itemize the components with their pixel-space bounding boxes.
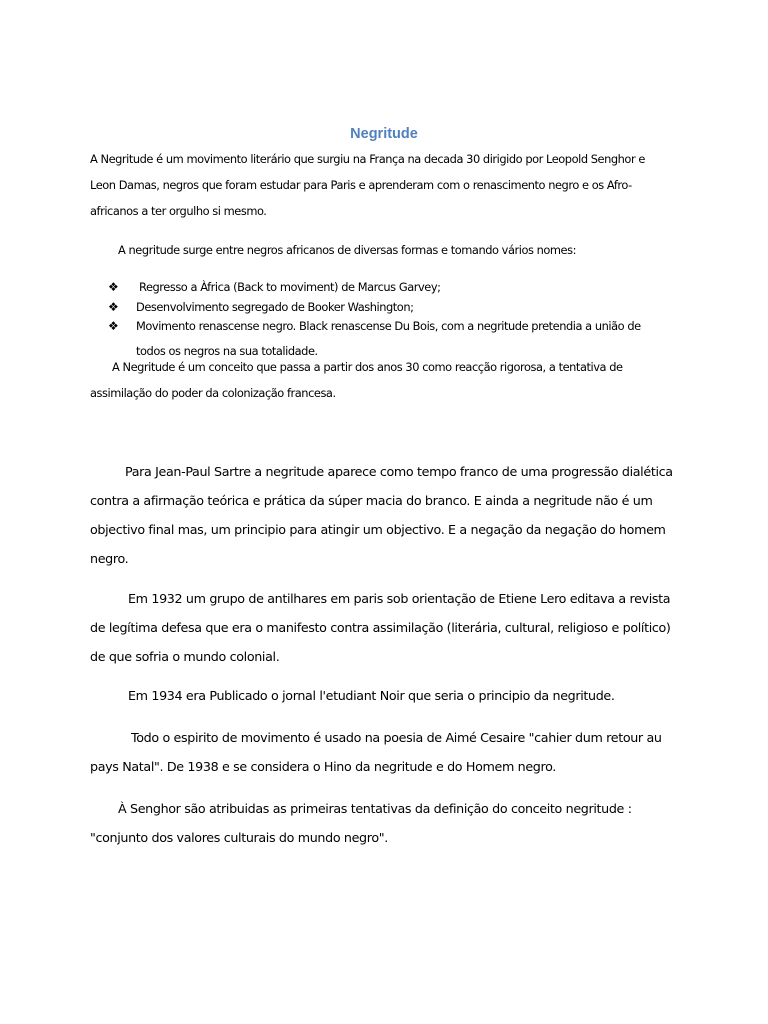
- bullet-text: Regresso a Àfrica (Back to moviment) de Marcus Garvey;: [139, 280, 441, 294]
- intro-line-1: A Negritude é um movimento literário que surgiu na França na decada 30 dirigido por Leopold Senghor e: [90, 152, 645, 166]
- conceito-line-2: assimilação do poder da colonização francesa.: [90, 386, 336, 400]
- jornal-paragraph: [90, 681, 690, 710]
- diamond-bullet-icon: ❖: [108, 280, 119, 294]
- jornal-line: Em 1934 era Publicado o jornal l'etudiant Noir que seria o principio da negritude.: [128, 688, 615, 703]
- senghor-line-2: "conjunto dos valores culturais do mundo negro".: [90, 830, 388, 845]
- sartre-paragraph: [90, 457, 690, 573]
- conceito-line-1: A Negritude é um conceito que passa a partir dos anos 30 como reacção rigorosa, a tentativa de: [112, 360, 623, 374]
- bullet-list: [108, 278, 678, 364]
- surge-paragraph: A negritude surge entre negros africanos de diversas formas e tomando vários nomes:: [118, 243, 576, 257]
- sartre-line-3: objectivo final mas, um principio para atingir um objectivo. E a negação da negação do homem: [90, 522, 666, 537]
- cesaire-line-1: Todo o espirito de movimento é usado na poesia de Aimé Cesaire "cahier dum retour au: [131, 730, 662, 745]
- sartre-line-1: Para Jean-Paul Sartre a negritude aparece como tempo franco de uma progressão dialética: [125, 464, 673, 479]
- cesaire-paragraph: [90, 723, 690, 781]
- document-title: Negritude: [350, 126, 418, 142]
- lero-line-2: de legítima defesa que era o manifesto contra assimilação (literária, cultural, religioso e político): [90, 620, 671, 635]
- cesaire-line-2: pays Natal". De 1938 e se considera o Hino da negritude e do Homem negro.: [90, 759, 556, 774]
- bullet-text-continued: todos os negros na sua totalidade.: [136, 344, 318, 358]
- diamond-bullet-icon: ❖: [108, 319, 119, 333]
- bullet-text: Movimento renascense negro. Black renascense Du Bois, com a negritude pretendia a união de: [136, 319, 641, 333]
- bullet-text: Desenvolvimento segregado de Booker Washington;: [136, 299, 414, 314]
- list-item: [108, 278, 678, 298]
- senghor-line-1: À Senghor são atribuidas as primeiras tentativas da definição do conceito negritude :: [118, 801, 632, 816]
- lero-paragraph: [90, 584, 690, 671]
- conceito-paragraph: [90, 354, 690, 406]
- diamond-bullet-icon: ❖: [108, 299, 119, 314]
- intro-paragraph: [90, 146, 690, 224]
- lero-line-1: Em 1932 um grupo de antilhares em paris sob orientação de Etiene Lero editava a revista: [128, 591, 671, 606]
- lero-line-3: de que sofria o mundo colonial.: [90, 649, 280, 664]
- senghor-paragraph: [90, 794, 690, 852]
- intro-line-3: africanos a ter orgulho si mesmo.: [90, 204, 267, 218]
- sartre-line-2: contra a afirmação teórica e prática da súper macia do branco. E ainda a negritude não é um: [90, 493, 653, 508]
- sartre-line-4: negro.: [90, 551, 129, 566]
- intro-line-2: Leon Damas, negros que foram estudar para Paris e aprenderam com o renascimento negro e os Afro-: [90, 178, 632, 192]
